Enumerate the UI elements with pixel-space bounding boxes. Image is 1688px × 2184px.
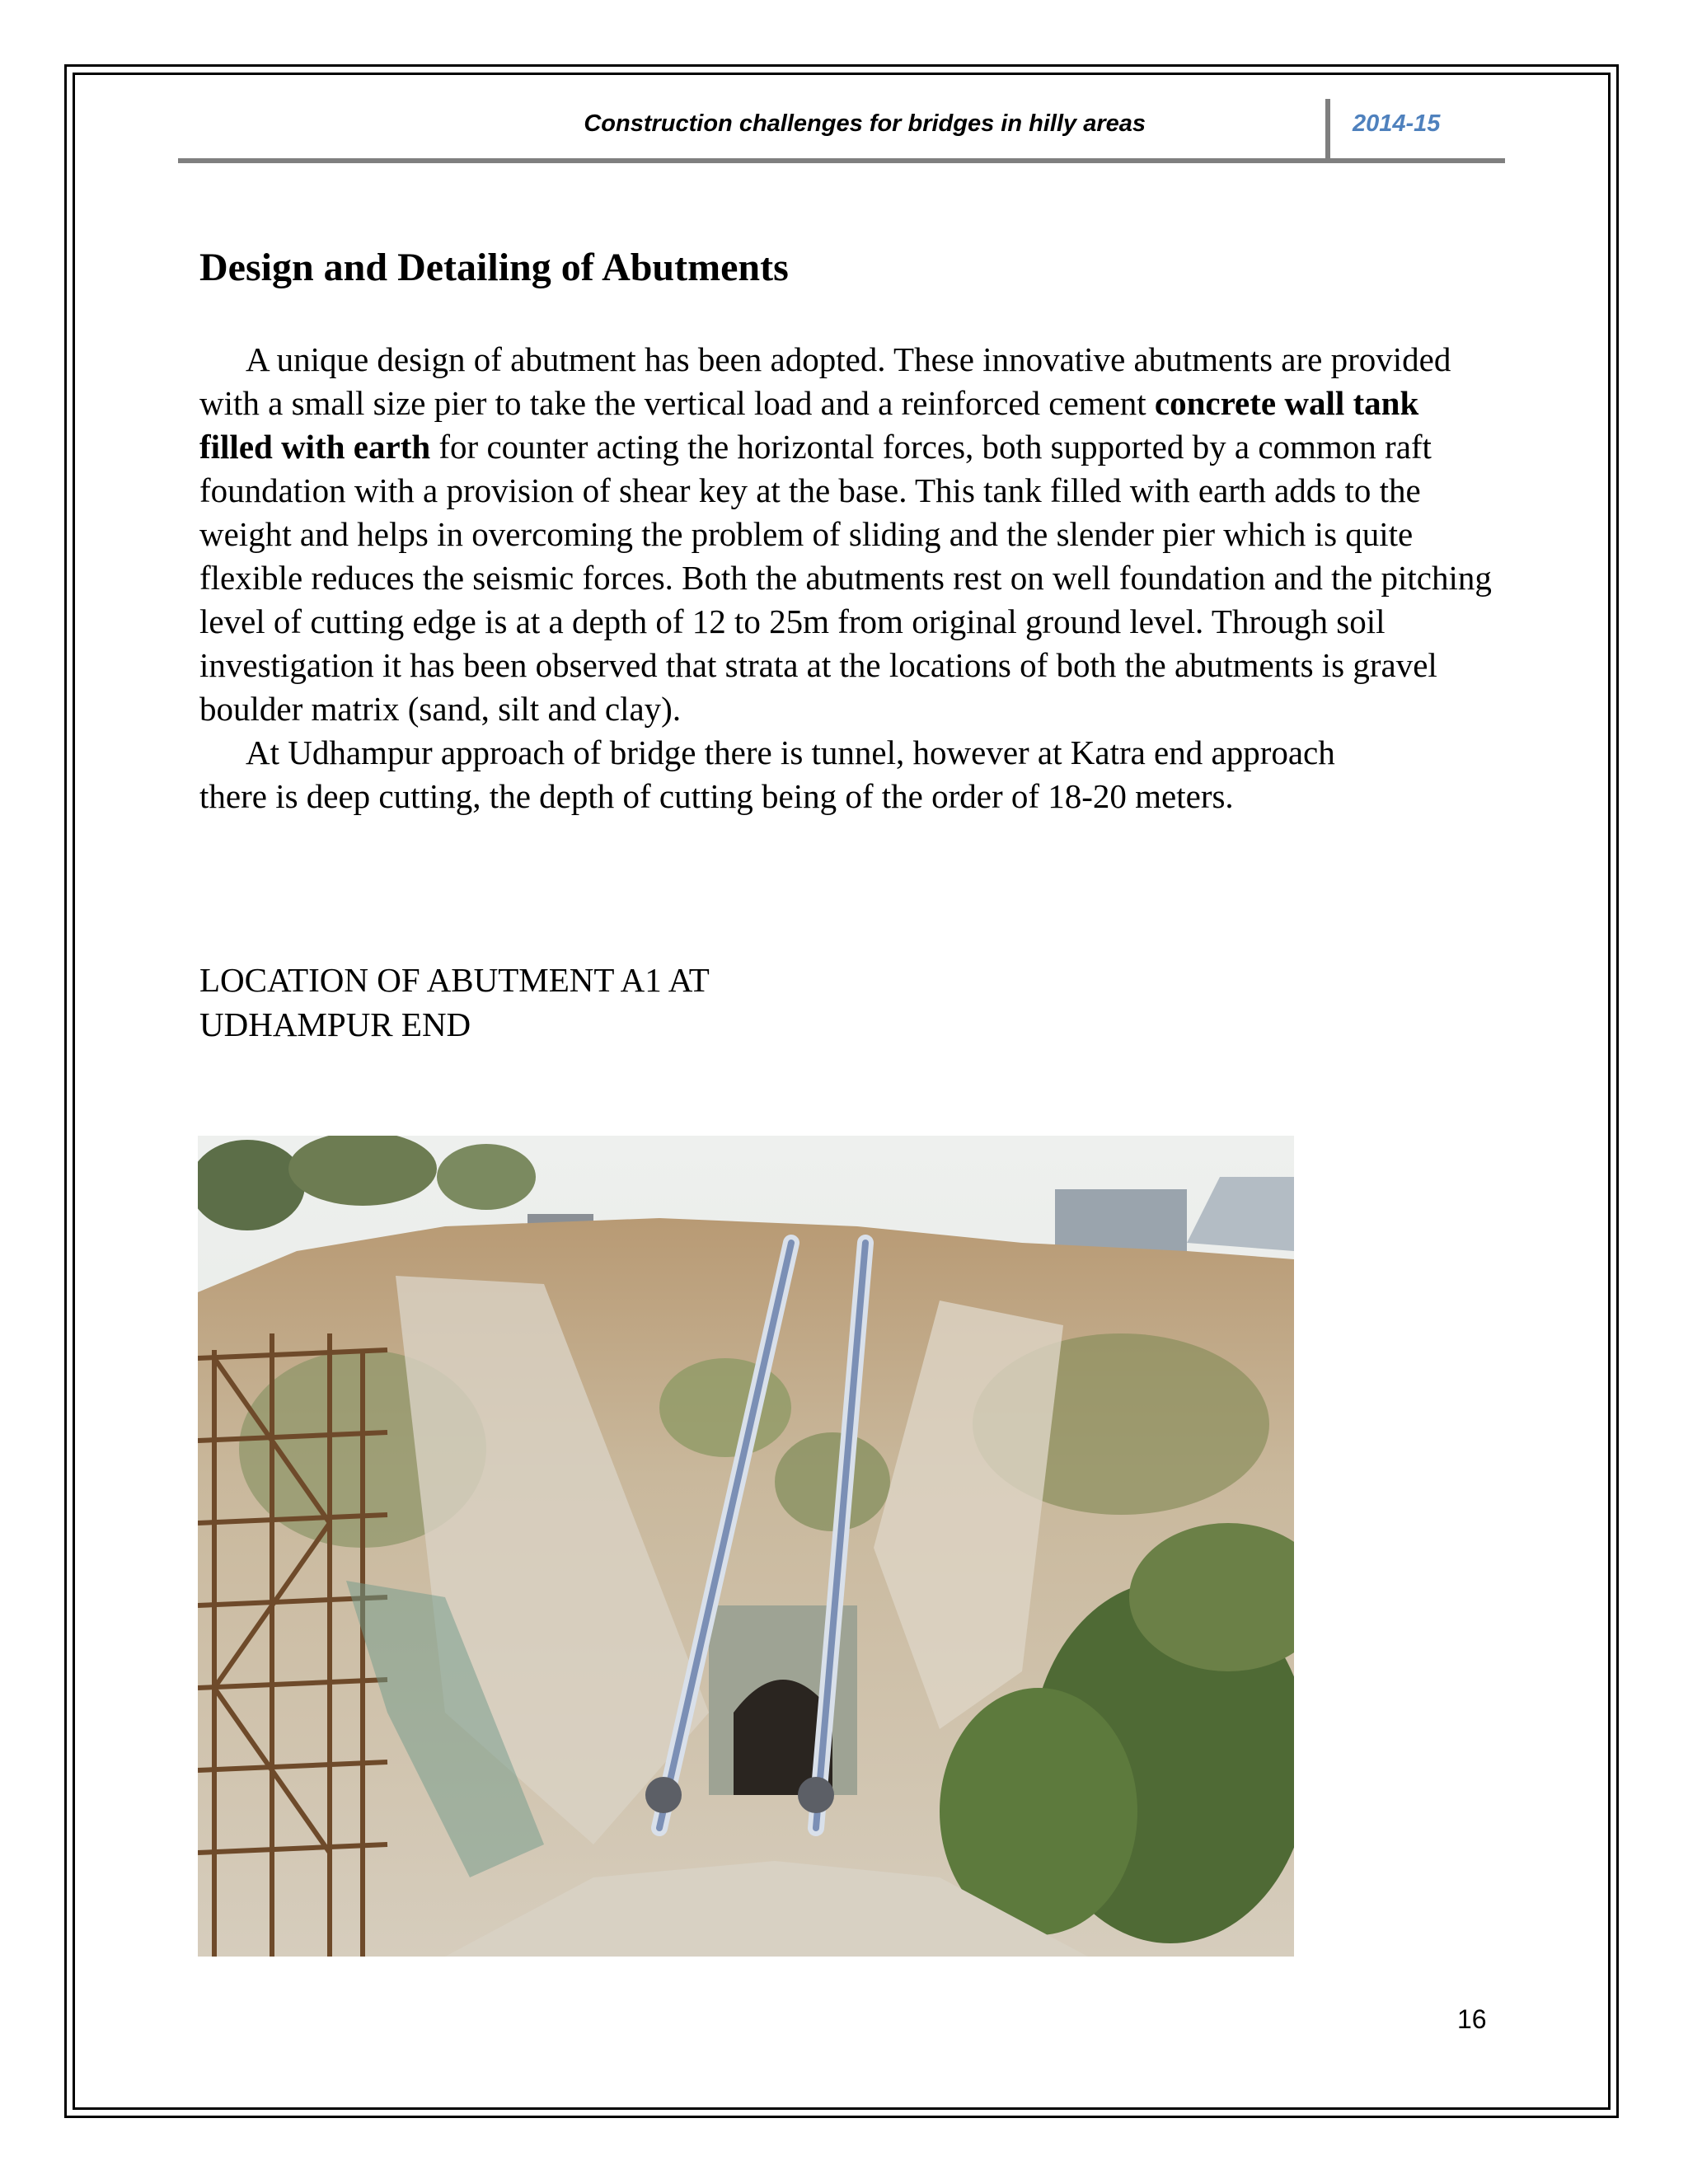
header-rule [178,158,1505,163]
paragraph-1-end: for counter acting the horizontal forces, both supported by a common raft foundation with a provision of shear key at the base. This tank filled with earth adds to the weight and helps in overcoming the problem of sliding and the slender pier which is quite flexible reduces the seismic forces. Both the abutments rest on well foundation and the pitching level of cutting edge is at a depth of 12 to 25m from original ground level. Through soil investigation it has been observed that strata at the locations of both the abutments is gravel boulder matrix (sand, silt and clay). [199,428,1492,728]
paragraph-1-start: A unique design of abutment has been adopted. These innovative abutments are provided with a small size pier to take the vertical load and a reinforced cement [199,340,1451,422]
header-title: Construction challenges for bridges in hilly areas [584,110,1146,137]
paragraph-1 [199,338,1493,731]
paragraph-2-line-2: there is deep cutting, the depth of cutting being of the order of 18-20 meters. [199,777,1234,815]
location-caption-line-2: UDHAMPUR END [199,1005,471,1043]
paragraph-1-bold: concrete wall tank filled with earth [199,384,1419,466]
location-caption-line-1: LOCATION OF ABUTMENT A1 AT [199,961,710,999]
header-year: 2014-15 [1353,110,1441,137]
header-separator [1325,99,1330,162]
location-caption [199,958,710,1047]
abutment-photo [198,1136,1294,1957]
section-heading: Design and Detailing of Abutments [199,246,789,289]
paragraph-2-line-1: At Udhampur approach of bridge there is tunnel, however at Katra end approach [246,733,1335,771]
body-text [199,338,1493,818]
page-header [178,99,1505,162]
page-number: 16 [1457,2004,1487,2034]
abutment-photo-illustration [198,1136,1294,1957]
